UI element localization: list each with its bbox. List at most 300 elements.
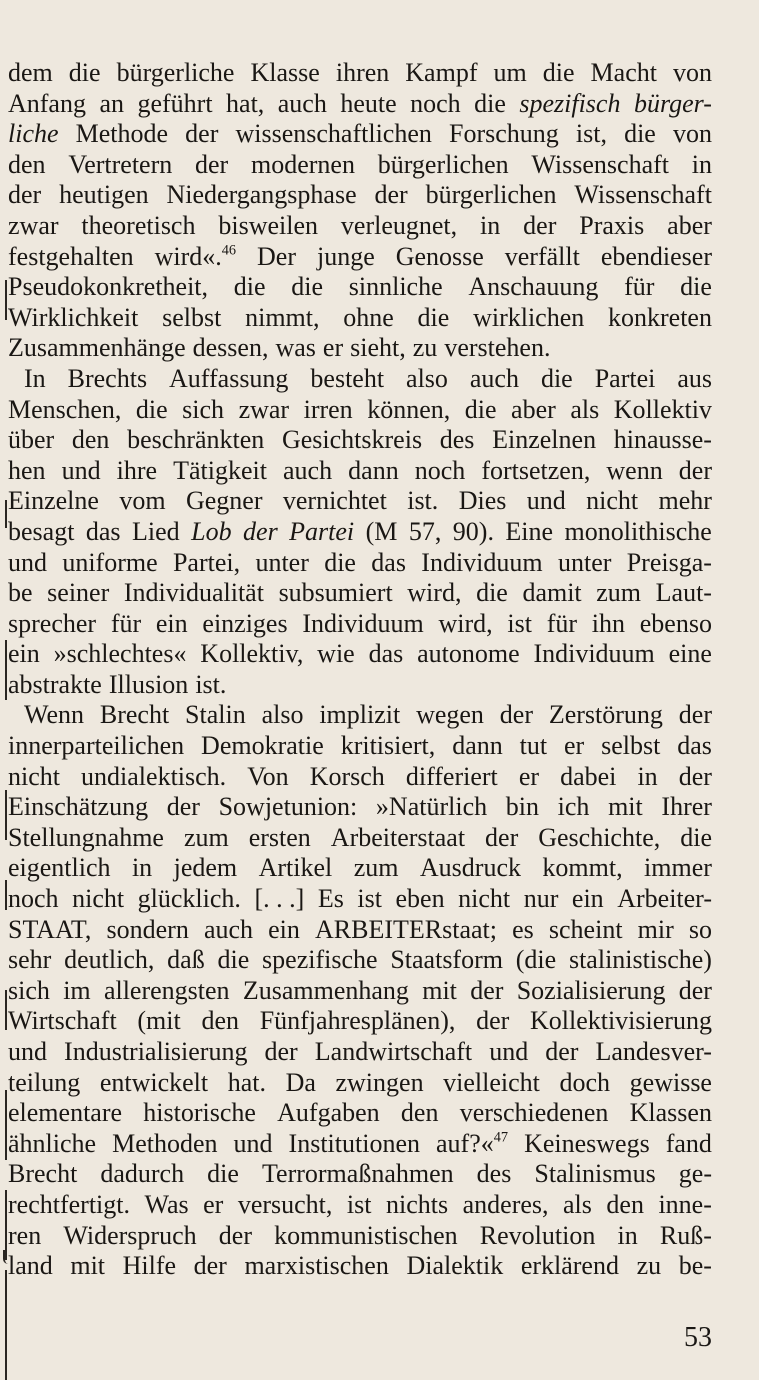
word: abstrakte [8,669,102,699]
word: der [485,822,519,852]
word: dann [452,731,503,761]
word: besagt [8,516,75,546]
word: monolithische [564,516,712,546]
word: Menschen, [8,394,122,424]
word: (mit [137,1006,181,1036]
word: ihren [335,58,390,87]
word: Lob [191,516,232,546]
text-line [8,915,712,946]
word: der [678,975,712,1005]
word: Gesichtskreis [281,425,423,455]
word: Vertretern [68,149,173,179]
word: Einzelnen [492,425,597,455]
word: Ausdruck [419,853,521,883]
text-line [8,1251,712,1282]
text-line [8,700,712,731]
word: Illusion [108,669,189,699]
word: Wissenschaft [574,180,712,210]
word: und [61,455,101,485]
text-line [8,1068,712,1099]
word: kommunistischen [274,1220,458,1250]
word: autonome [417,639,520,669]
word: Kollektivisierung [529,1006,712,1036]
word: spezifisch [519,88,621,118]
word: die [464,394,497,424]
word: Laut- [655,578,712,608]
word: daß [167,945,205,975]
word: irren [303,394,353,424]
word: zu [636,1251,662,1281]
word: 90). [452,516,494,546]
footnote-word-wrap [436,1129,508,1160]
word: er [322,333,344,363]
word: nimmt, [245,302,320,332]
word: Widerspruch [63,1220,197,1250]
word: teilung [8,1067,81,1097]
word: der [545,1037,579,1066]
word: dem [8,58,53,87]
word: wenn [606,455,663,485]
word: ein [8,639,40,669]
word: bürger- [633,88,712,118]
word: beschränkten [127,425,265,455]
word: zwar [238,394,290,424]
word: die [476,578,508,608]
word: ist [346,1189,372,1219]
word: bisweilen [218,210,319,240]
page-edge-shadow [5,640,7,700]
word: der [678,700,712,730]
word: den [400,1098,439,1128]
word: das [368,639,404,669]
word: Zerstörung [548,700,663,730]
word: Eine [505,516,554,546]
word: die [217,945,250,975]
word: und [8,1037,47,1066]
word: den [8,149,46,179]
word: damit [522,578,582,608]
page-edge-shadow [5,1090,7,1160]
word: Aufgaben [277,1098,380,1128]
word: (M [365,516,398,546]
word: die [680,822,712,852]
word: heute [340,88,397,118]
word: eigentlich [8,853,111,883]
word: Arbeiterstaat [330,822,466,852]
word: der [374,180,408,210]
word: glücklich. [137,884,241,914]
word: geführt [137,88,213,118]
text-line [8,1006,712,1037]
word: STAAT, [8,914,92,944]
word: ist [357,884,382,914]
text-line [8,609,712,640]
word: entwickelt [99,1067,209,1097]
word: hen [8,455,46,485]
word: auch [277,88,327,118]
word: mit [422,975,457,1005]
word: und [489,1037,529,1066]
word: Institutionen [288,1128,420,1158]
word: bürgerlichen [377,149,509,179]
word: als [570,394,600,424]
page-edge-mark [3,1250,8,1264]
page-edge-shadow [5,280,7,320]
word: den [201,1006,239,1036]
word: Industrialisierung [64,1037,248,1066]
word: subsumiert [278,578,393,608]
word: der [499,700,533,730]
word: rechtfertigt. [8,1189,130,1219]
word: von [672,58,712,87]
page-edge-shadow [5,500,7,528]
word: von [672,119,712,149]
word: um [493,58,527,87]
word: selbst [162,302,222,332]
word: für [546,608,578,638]
word: der [193,1251,227,1281]
word: Brecht [8,1159,78,1189]
word: Ruß- [659,1220,712,1250]
word: der [264,1037,298,1066]
word: Zusammenhang [242,975,409,1005]
word: ist. [195,669,227,699]
word: sehr [8,945,52,975]
word: inne- [658,1189,712,1219]
word: in [480,210,501,240]
word: für [110,608,142,638]
word: Revolution [479,1220,596,1250]
word: die [324,547,356,577]
word: dessen, [192,333,269,363]
word: Anfang [8,88,86,118]
word: sieht, [350,333,406,363]
word: ihre [116,455,158,485]
text-line [8,548,712,579]
word: wie [317,639,355,669]
word: kritisiert, [340,731,436,761]
word: Korsch [309,761,385,791]
word: marxistischen [244,1251,389,1281]
word: und [526,486,566,516]
word: verstehen. [444,333,551,363]
word: Es [317,884,344,914]
word: Geschichte, [538,822,661,852]
word: Ihrer [661,792,712,822]
word: Klasse [250,58,320,87]
word: nicht [586,486,639,516]
word: hinausse- [613,425,712,455]
text-line [8,303,712,334]
word: Wirtschaft [8,1006,117,1036]
word: festgehalten [8,241,134,271]
word: in [131,853,153,883]
word: Stalin [185,700,246,730]
word: das [677,731,712,761]
word-with-footnote: wird«. [154,241,222,271]
text-line [8,945,712,976]
word: der [218,1220,252,1250]
word: Individuum [302,608,424,638]
text-line [8,762,712,793]
word: in [617,1220,638,1250]
word: Niedergangsphase [166,180,357,210]
word: verfällt [504,241,580,271]
word: Kollektiv [613,394,712,424]
word: dabei [560,761,617,791]
text-line [8,211,712,242]
text-line [8,364,712,395]
text-line [8,395,712,426]
word: ich [557,792,590,822]
word: die [474,88,506,118]
text-line [8,242,712,273]
word: Individualität [123,578,264,608]
word: Sowjetunion: [218,792,358,822]
word: gewisse [629,1067,712,1097]
word: konkreten [608,302,712,332]
word: es [512,914,534,944]
word: be- [678,1251,712,1281]
word: land [8,1251,53,1281]
word: ebendieser [600,241,712,271]
word: Macht [590,58,657,87]
word: vielleicht [443,1067,540,1097]
text-line [8,884,712,915]
word: Staatsform [390,945,503,975]
word: Klassen [629,1098,712,1128]
word: also [406,363,448,393]
word: ist. [407,486,439,516]
word: liche [8,119,59,149]
word: zum [596,578,642,608]
word: Artikel [258,853,333,883]
page-edge-shadow [5,790,7,840]
word: der [523,210,557,240]
word: ARBEITERstaat; [315,914,497,944]
word: noch [414,455,466,485]
word: Praxis [579,210,645,240]
text-line [8,180,712,211]
word: die [233,272,266,302]
word: eine [668,639,712,669]
word: sprecher [8,608,97,638]
word: Wenn [24,700,84,730]
word: spezifische [262,945,378,975]
word: wissenschaftlichen [235,119,432,149]
word: theoretisch [81,210,196,240]
word: auch [283,455,333,485]
word: mir [637,914,674,944]
word: Keineswegs [524,1128,650,1158]
word: aber [667,210,712,240]
word: zum [183,822,229,852]
word: sondern [106,914,189,944]
word: die [417,302,450,332]
word: Anschauung [468,272,599,302]
word: nur [523,884,559,914]
word: Dialektik [406,1251,504,1281]
text-line [8,456,712,487]
word: Partei [594,363,656,393]
word: Lied [132,516,180,546]
text-line [8,58,712,89]
word: Auffassung [169,363,289,393]
text-line [8,486,712,517]
word: Partei [289,516,355,546]
text-line [8,425,712,456]
word: besteht [310,363,385,393]
word: Methoden [112,1128,218,1158]
word: Individuum [421,547,543,577]
word: über [8,425,55,455]
text-line [8,1098,712,1129]
word: ein [155,608,188,638]
word: die [291,272,324,302]
word: vom [119,486,166,516]
text-line [8,639,712,670]
word: anderes, [462,1189,549,1219]
text-line [8,731,712,762]
word: allerengsten [103,975,230,1005]
word: Wirklichkeit [8,302,139,332]
footnote-ref: 47 [493,1129,509,1146]
text-line [8,89,712,120]
word: nicht [72,884,125,914]
word: erklärend [520,1251,619,1281]
word: seiner [47,578,110,608]
word: bürgerlichen [425,180,557,210]
word: historische [143,1098,256,1128]
word: der [678,455,712,485]
word: nicht [458,884,511,914]
text-line [8,333,712,364]
word: zwar [8,210,59,240]
word: noch [8,884,59,914]
text-line [8,823,712,854]
word: der [8,180,42,210]
word-with-footnote: auf?« [436,1128,494,1158]
word: Zusammenhänge [8,333,186,363]
word: kommt, [542,853,623,883]
word: Pseudokonkretheit, [8,272,209,302]
word: wird, [407,578,462,608]
word: differiert [405,761,498,791]
word: immer [644,853,712,883]
word: an [99,88,124,118]
word: mit [70,1251,106,1281]
page-edge-shadow [5,880,7,910]
word: er [518,761,540,791]
word: in [691,149,712,179]
word: sich [182,394,225,424]
word: zu [412,333,438,363]
word: der [470,975,504,1005]
word: des [476,1159,512,1189]
text-line [8,792,712,823]
word: Von [247,761,289,791]
word: das [371,547,406,577]
word: junge [316,241,375,271]
word: die [542,58,575,87]
text-line [8,119,712,150]
word: wegen [416,700,484,730]
text-line [8,1037,712,1068]
word: Partei, [172,547,241,577]
word: noch [410,88,461,118]
word: deutlich, [64,945,155,975]
body-text [8,58,712,1282]
word: was [275,333,316,363]
word: Einschätzung [8,792,149,822]
word: sich [8,975,50,1005]
word: heutigen [59,180,149,210]
word: dann [348,455,399,485]
word: vernichtet [282,486,387,516]
text-line [8,853,712,884]
word: nicht [8,761,60,791]
word: sinnliche [348,272,443,302]
word: eben [395,884,445,914]
word: Was [144,1189,189,1219]
word: Gegner [185,486,263,516]
page-edge-shadow [5,990,7,1030]
word: dadurch [100,1159,185,1189]
text-line [8,1159,712,1190]
word: Brecht [99,700,170,730]
word: ein [268,914,300,944]
word: Landesver- [595,1037,712,1066]
word: aber [511,394,556,424]
word: Forschung [448,119,559,149]
word: hat. [227,1067,266,1097]
word: im [63,975,91,1005]
word: ähnliche [8,1128,97,1158]
word: (die [515,945,557,975]
word: Der [257,241,296,271]
word: fand [665,1128,712,1158]
word: aus [677,363,712,393]
word: bürgerliche [116,58,235,87]
word: Terrormaßnahmen [261,1159,454,1189]
text-line [8,1221,712,1252]
word: ersten [248,822,311,852]
word: hat, [226,88,265,118]
word: mehr [658,486,712,516]
word: »schlechtes« [53,639,187,669]
word: Da [285,1067,316,1097]
word: fortsetzen, [481,455,591,485]
word: auch [203,914,254,944]
word: Stellungnahme [8,822,164,852]
word: tut [519,731,548,761]
word: doch [559,1067,611,1097]
word: ge- [678,1159,712,1189]
word: Hilfe [122,1251,177,1281]
word: mit [608,792,643,822]
text-line [8,976,712,1007]
text-line [8,1129,712,1160]
text-line [8,578,712,609]
word: zum [353,853,399,883]
word: der [243,516,278,546]
word: ein [571,884,604,914]
word: der [476,1006,510,1036]
word: Kollektiv, [200,639,304,669]
word: ist [507,608,532,638]
word: Einzelne [8,486,99,516]
word: ren [8,1220,42,1250]
